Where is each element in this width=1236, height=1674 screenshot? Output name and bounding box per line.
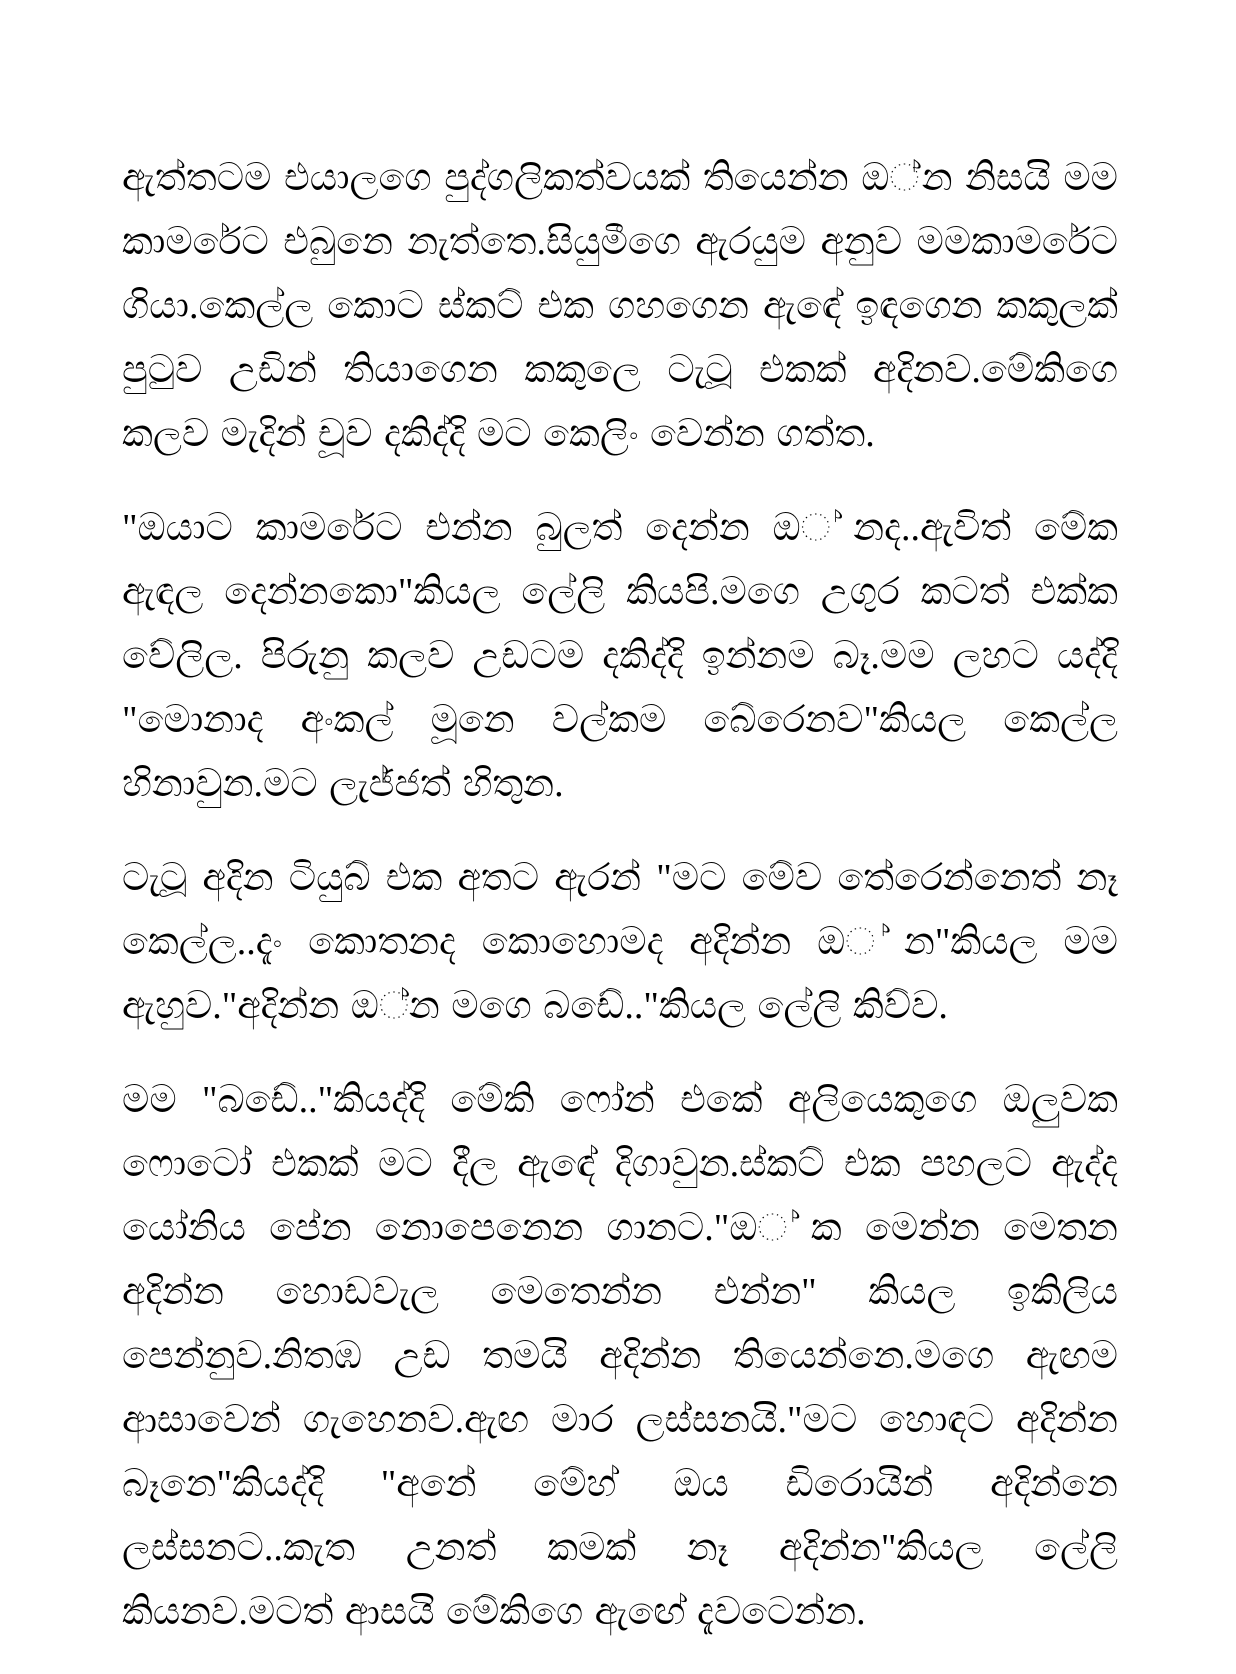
paragraph-4: මම "බඩේ.."කියද්දි මේකි ෆෝන් එකේ අලියෙකුගෙ ඔලුවක ෆොටෝ එකක් මට දීල ඇඳේ දිගාවුන.ස්කට් එක පහලට ඇද්ද යෝනිය පේන නොපෙනෙන ගානට."ඔ◌්ක මෙන්න මෙතන අදින්න හොඩවැල මෙතෙන්න එන්න" කියල ඉකිලිය පෙන්නුව.නිතඹ උඩ තමයි අදින්න තියෙන්නෙ.මගෙ ඇඟම ආසාවෙන් ගැහෙනව.ඇඟ මාර ලස්සනයි."මට හොඳට අදින්න බෑනෙ"කියද්දි "අනේ මේහ් ඔය ඩිරොයින් අදින්නෙ ලස්සනට..කැත උනත් කමක් නෑ අදින්න"කියල ලේලි කියනව.මටත් ආසයි මේකිගෙ ඇඟේ දැවටෙන්න. — [122, 1079, 1118, 1633]
paragraph-3: ටැටූ අදින ටියුබ් එක අතට ඇරන් "මට මේව තේරෙන්නෙත් නෑ කෙල්ල..දැං කොතනද කොහොමද අදින්න ඔ◌්න"කියල මම ඇහුව."අදින්න ඔ◌්න මගෙ බඩේ.."කියල ලේලි කිව්ව. — [122, 857, 1118, 1027]
paragraph-1: ඇත්තටම එයාලගෙ පුද්ගලිකත්වයක් තියෙන්න ඔ◌්න නිසයි මම කාමරේට එබුනෙ නැත්තෙ.සියුමීගෙ ඇරයුම අනුව මමකාමරේට ගියා.කෙල්ල කොට ස්කට් එක ගහගෙන ඇඳේ ඉඳගෙන කකුලක් පුටුව උඩින් තියාගෙන කකුලෙ ටැටූ එකක් අදිනව.මේකිගෙ කලව මැදින් චූව දකිද්දි මට කෙලිං වෙන්න ගත්ත. — [122, 157, 1118, 455]
paragraph-2: "ඔයාට කාමරේට එන්න බුලත් දෙන්න ඔ◌්නද..ඇවිත් මේක ඇඳල දෙන්නකො"කියල ලේලි කියපි.මගෙ උගුර කටත් එක්ක වේලිල. පිරුනු කලව උඩටම දකිද්දි ඉන්නම බෑ.මම ලහට යද්දි "මොනාද අංකල් මූනෙ වල්කම බේරෙනව"කියල කෙල්ල හිනාවුන.මට ලැජ්ජත් හිතුන. — [122, 507, 1118, 805]
text-block — [122, 146, 1118, 1674]
